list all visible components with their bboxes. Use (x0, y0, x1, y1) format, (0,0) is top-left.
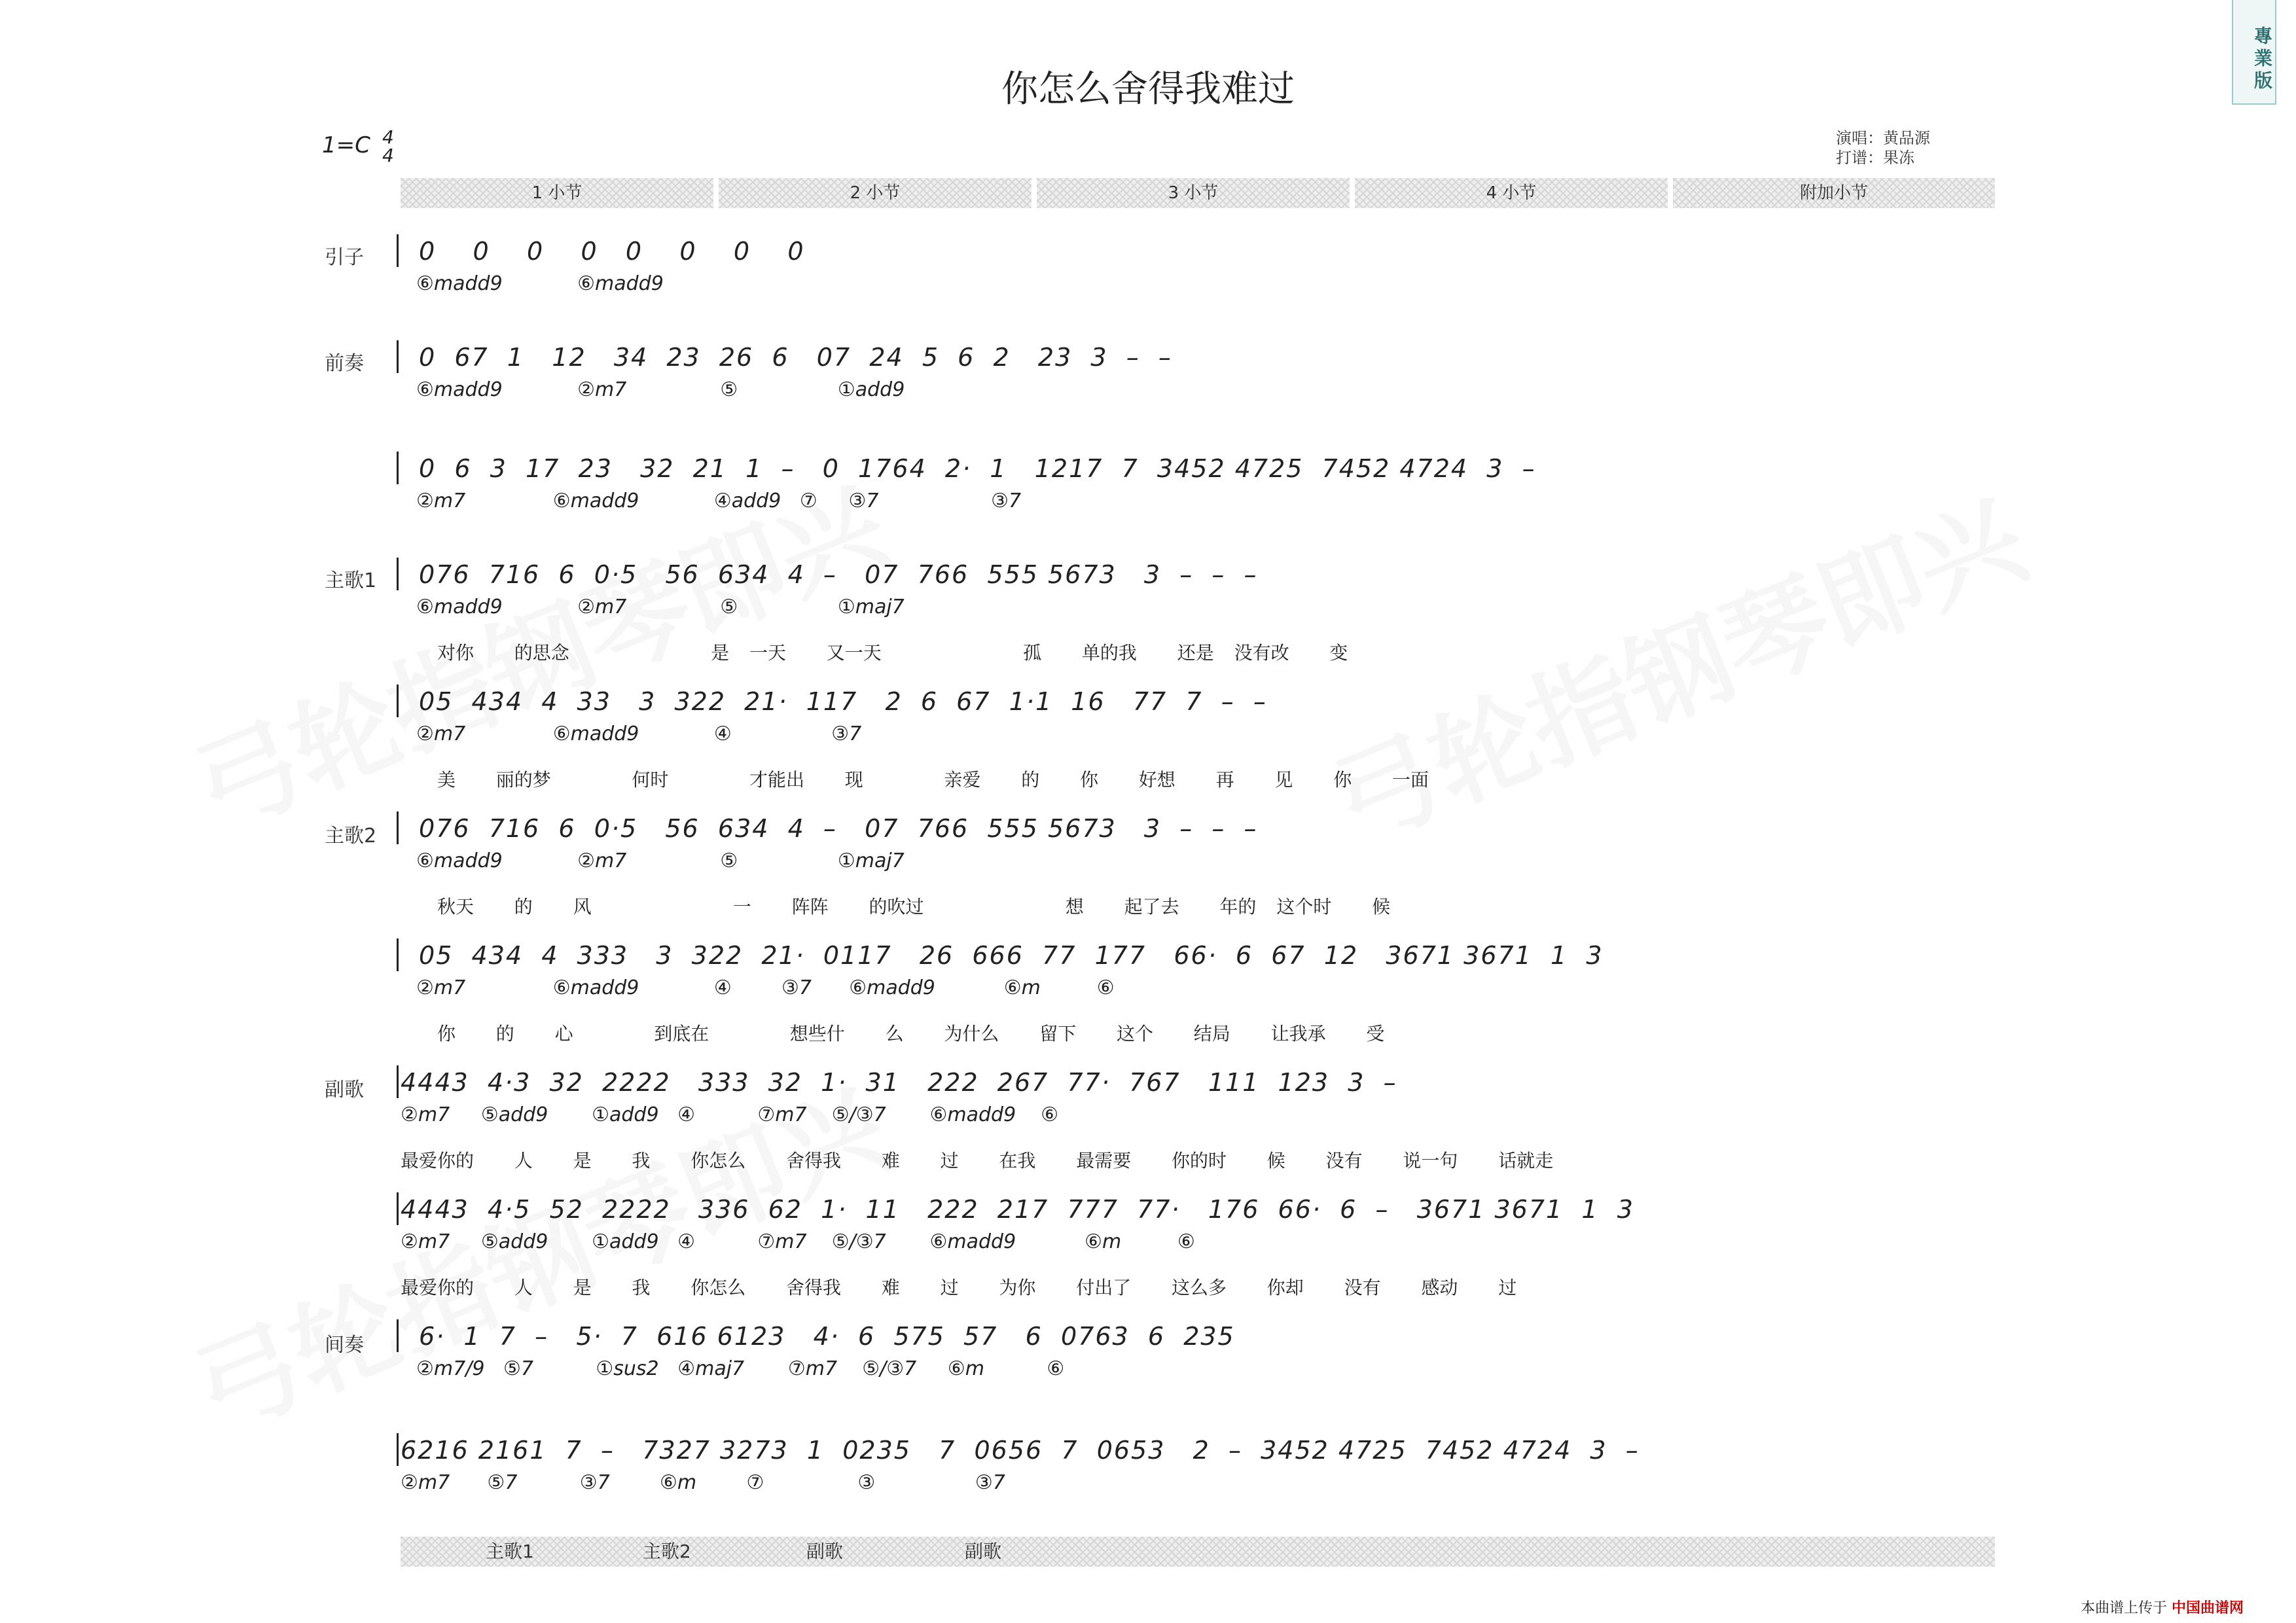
bar-line (397, 938, 399, 971)
notation-row: 05 434 4 333 3 322 21· 0117 26 666 77 177 66· 6 67 12 3671 3671 1 3 (419, 941, 1604, 970)
notation-row: 6216 2161 7 – 7327 3273 1 0235 7 0656 7 0653 2 – 3452 4725 7452 4724 3 – (401, 1436, 1640, 1465)
notation-row: 6· 1 7 – 5· 7 616 6123 4· 6 575 57 6 0763 6 235 (419, 1322, 1235, 1351)
chord-row: ⑥madd9 ⑥madd9 (416, 272, 664, 295)
notation-row: 4443 4·5 52 2222 336 62 1· 11 222 217 777 77· 176 66· 6 – 3671 3671 1 3 (401, 1195, 1634, 1224)
section-label: 引子 (325, 246, 364, 269)
lyric-row: 最爱你的 人 是 我 你怎么 舍得我 难 过 在我 最需要 你的时 候 没有 说一句 话就走 (401, 1150, 1554, 1171)
measure-header-4: 4 小节 (1355, 178, 1668, 208)
structure-item: 副歌 (806, 1541, 844, 1562)
uploader-credit: 本曲谱上传于 中国曲谱网 (2080, 1600, 2244, 1616)
chord-row: ②m7 ⑤7 ③7 ⑥m ⑦ ③ ③7 (401, 1471, 1005, 1494)
chord-row: ②m7 ⑥madd9 ④ ③7 (416, 722, 862, 745)
chord-row: ②m7 ⑤add9 ①add9 ④ ⑦m7 ⑤/③7 ⑥madd9 ⑥m ⑥ (401, 1230, 1195, 1253)
bar-line (397, 1319, 399, 1352)
notation-row: 076 716 6 0·5 56 634 4 – 07 766 555 5673 3 – – – (419, 560, 1258, 589)
structure-item: 主歌2 (643, 1541, 691, 1562)
notation-row: 076 716 6 0·5 56 634 4 – 07 766 555 5673 3 – – – (419, 814, 1258, 843)
notation-row: 0 67 1 12 34 23 26 6 07 24 5 6 2 23 3 – – (419, 343, 1172, 372)
bar-line (397, 234, 399, 267)
section-label: 副歌 (325, 1079, 364, 1101)
structure-item: 主歌1 (486, 1541, 534, 1562)
watermark (1308, 457, 2044, 872)
section-label: 前奏 (325, 352, 364, 375)
credits (1836, 128, 1930, 168)
singer: 演唱：黄品源 (1836, 129, 1930, 147)
edition-badge: 專業版 (2232, 0, 2276, 105)
measure-header-2: 2 小节 (719, 178, 1031, 208)
bar-line (397, 558, 399, 590)
section-label: 主歌2 (325, 825, 377, 847)
key-signature: 1=C (322, 132, 370, 158)
lyric-row: 美 丽的梦 何时 才能出 现 亲爱 的 你 好想 再 见 你 一面 (437, 769, 1429, 791)
section-label: 间奏 (325, 1334, 364, 1357)
bar-line (397, 685, 399, 717)
notation-row: 0 0 0 0 0 0 0 0 (419, 237, 805, 266)
structure-item: 副歌 (965, 1541, 1002, 1562)
notation-row: 05 434 4 33 3 322 21· 117 2 6 67 1·1 16 77 7 – – (419, 687, 1267, 716)
section-label: 主歌1 (325, 569, 377, 592)
bar-line (397, 340, 399, 373)
page-title: 你怎么舍得我难过 (1001, 68, 1295, 111)
lyric-row: 秋天 的 风 一 阵阵 的吹过 想 起了去 年的 这个时 候 (437, 896, 1391, 918)
measure-header-1: 1 小节 (401, 178, 713, 208)
structure-band (401, 1537, 1995, 1567)
bar-line (397, 452, 399, 484)
bar-line (397, 1065, 399, 1098)
site-logo[interactable]: 中国曲谱网 (2171, 1600, 2244, 1616)
bar-line (397, 1192, 399, 1225)
transcriber: 打谱：果冻 (1836, 149, 1914, 167)
bar-line (397, 1433, 399, 1466)
lyric-row: 你 的 心 到底在 想些什 么 为什么 留下 这个 结局 让我承 受 (437, 1023, 1385, 1044)
chord-row: ②m7/9 ⑤7 ①sus2 ④maj7 ⑦m7 ⑤/③7 ⑥m ⑥ (416, 1357, 1065, 1380)
lyric-row: 最爱你的 人 是 我 你怎么 舍得我 难 过 为你 付出了 这么多 你却 没有 感动 过 (401, 1277, 1517, 1298)
measure-header-extra: 附加小节 (1673, 178, 1995, 208)
bar-line (397, 812, 399, 844)
chord-row: ②m7 ⑤add9 ①add9 ④ ⑦m7 ⑤/③7 ⑥madd9 ⑥ (401, 1103, 1059, 1126)
chord-row: ⑥madd9 ②m7 ⑤ ①add9 (416, 378, 905, 401)
notation-row: 0 6 3 17 23 32 21 1 – 0 1764 2· 1 1217 7 3452 4725 7452 4724 3 – (419, 454, 1536, 483)
chord-row: ⑥madd9 ②m7 ⑤ ①maj7 (416, 596, 905, 618)
lyric-row: 对你 的思念 是 一天 又一天 孤 单的我 还是 没有改 变 (437, 642, 1348, 664)
time-signature: 4 4 (382, 126, 394, 166)
chord-row: ②m7 ⑥madd9 ④add9 ⑦ ③7 ③7 (416, 490, 1022, 512)
chord-row: ⑥madd9 ②m7 ⑤ ①maj7 (416, 849, 905, 872)
chord-row: ②m7 ⑥madd9 ④ ③7 ⑥madd9 ⑥m ⑥ (416, 976, 1115, 999)
measure-header-3: 3 小节 (1037, 178, 1350, 208)
notation-row: 4443 4·3 32 2222 333 32 1· 31 222 267 77· 767 111 123 3 – (401, 1068, 1397, 1097)
